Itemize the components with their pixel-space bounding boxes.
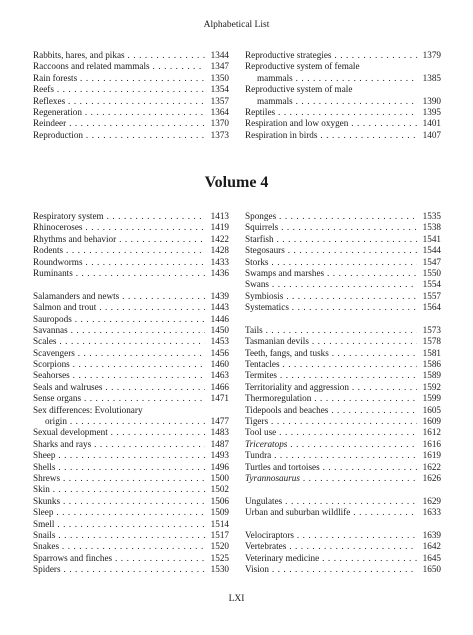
- entry-page: 1446: [205, 314, 229, 325]
- index-entry: [33, 382, 229, 393]
- entry-title: Shells . . .: [33, 462, 229, 472]
- entry-title: Salamanders and newts . . .: [33, 291, 229, 301]
- entry-page: 1530: [205, 564, 229, 575]
- index-entry: [33, 336, 229, 347]
- entry-page: 1500: [205, 473, 229, 484]
- entry-page: 1466: [205, 382, 229, 393]
- entry-page: 1535: [417, 211, 441, 222]
- entry-title: Termites . . .: [245, 370, 441, 380]
- index-entry: [245, 222, 441, 233]
- index-entry: [245, 325, 441, 336]
- index-entry: [33, 211, 229, 222]
- entry-page: 1557: [417, 291, 441, 302]
- index-entry: [33, 130, 229, 141]
- entry-title: Vision . . .: [245, 564, 441, 574]
- entry-page: 1609: [417, 416, 441, 427]
- entry-title: Velociraptors . . .: [245, 530, 441, 540]
- index-entry: [33, 50, 229, 61]
- entry-page: 1509: [205, 507, 229, 518]
- entry-page: 1344: [205, 50, 229, 61]
- index-entry: [245, 507, 441, 518]
- index-entry: [245, 496, 441, 507]
- entry-page: 1544: [417, 245, 441, 256]
- page-number: LXI: [228, 594, 245, 604]
- entry-page: 1554: [417, 279, 441, 290]
- index-entry: [245, 416, 441, 427]
- index-letter-group: [245, 496, 441, 519]
- entry-title: Scales . . .: [33, 336, 229, 346]
- entry-title: Sauropods . . .: [33, 314, 229, 324]
- index-entry: [33, 473, 229, 484]
- entry-title: Regeneration . . .: [33, 107, 229, 117]
- entry-title: Veterinary medicine . . .: [245, 553, 441, 563]
- entry-page: 1471: [205, 393, 229, 404]
- entry-title: Sense organs . . .: [33, 393, 229, 403]
- entry-title: Snails . . .: [33, 530, 229, 540]
- entry-title: Rabbits, hares, and pikas . . .: [33, 50, 229, 60]
- entry-page: 1586: [417, 359, 441, 370]
- entry-page: 1379: [417, 50, 441, 61]
- index-entry: [33, 359, 229, 370]
- entry-title: Sexual development . . .: [33, 427, 229, 437]
- entry-title: Shrews . . .: [33, 473, 229, 483]
- entry-title: Swans . . .: [245, 279, 441, 289]
- entry-title: Reproductive strategies . . .: [245, 50, 441, 60]
- index-column-top-left: [33, 50, 229, 141]
- entry-page: 1493: [205, 450, 229, 461]
- index-entry: [33, 416, 229, 427]
- entry-title: origin . . .: [33, 416, 229, 426]
- entry-title: Squirrels . . .: [245, 222, 441, 232]
- entry-title: Teeth, fangs, and tusks . . .: [245, 348, 441, 358]
- index-entry: [33, 427, 229, 438]
- entry-title: Rodents . . .: [33, 245, 229, 255]
- index-entry: [245, 130, 441, 141]
- entry-page: 1599: [417, 393, 441, 404]
- entry-page: 1407: [417, 130, 441, 141]
- index-entry: [245, 84, 441, 95]
- index-entry: [33, 370, 229, 381]
- entry-title: Roundworms . . .: [33, 257, 229, 267]
- entry-page: 1573: [417, 325, 441, 336]
- index-entry: [245, 118, 441, 129]
- index-entry: [33, 314, 229, 325]
- entry-page: 1642: [417, 541, 441, 552]
- entry-page: 1626: [417, 473, 441, 484]
- index-entry: [245, 348, 441, 359]
- index-entry: [33, 234, 229, 245]
- entry-title: Reproduction . . .: [33, 130, 229, 140]
- index-entry: [33, 564, 229, 575]
- entry-title: Reflexes . . .: [33, 96, 229, 106]
- index-entry: [33, 405, 229, 416]
- entry-page: 1487: [205, 439, 229, 450]
- entry-page: 1347: [205, 61, 229, 72]
- entry-title: Scavengers . . .: [33, 348, 229, 358]
- entry-page: 1401: [417, 118, 441, 129]
- entry-title: Sheep . . .: [33, 450, 229, 460]
- entry-page: 1364: [205, 107, 229, 118]
- entry-page: 1419: [205, 222, 229, 233]
- entry-title: Sleep . . .: [33, 507, 229, 517]
- index-entry: [245, 107, 441, 118]
- entry-page: 1506: [205, 496, 229, 507]
- index-letter-group: [245, 211, 441, 314]
- entry-page: 1605: [417, 405, 441, 416]
- index-entry: [245, 530, 441, 541]
- entry-title: Respiratory system . . .: [33, 211, 229, 221]
- index-entry: [245, 257, 441, 268]
- entry-page: 1357: [205, 96, 229, 107]
- entry-page: 1650: [417, 564, 441, 575]
- index-entry: [245, 50, 441, 61]
- entry-title: Urban and suburban wildlife . . .: [245, 507, 441, 517]
- index-entry: [33, 541, 229, 552]
- entry-page: 1443: [205, 302, 229, 313]
- entry-title: Reproductive system of female: [245, 61, 360, 72]
- entry-page: 1433: [205, 257, 229, 268]
- entry-title: Symbiosis . . .: [245, 291, 441, 301]
- index-entry: [245, 234, 441, 245]
- index-entry: [33, 302, 229, 313]
- entry-page: 1589: [417, 370, 441, 381]
- index-entry: [245, 405, 441, 416]
- entry-title: Salmon and trout . . .: [33, 302, 229, 312]
- entry-title: Sparrows and finches . . .: [33, 553, 229, 563]
- index-entry: [245, 462, 441, 473]
- entry-page: 1428: [205, 245, 229, 256]
- entry-title: Storks . . .: [245, 257, 441, 267]
- entry-page: 1413: [205, 211, 229, 222]
- running-header: Alphabetical List: [203, 20, 270, 30]
- entry-page: 1460: [205, 359, 229, 370]
- entry-title: Respiration and low oxygen . . .: [245, 118, 441, 128]
- entry-title: Tasmanian devils . . .: [245, 336, 441, 346]
- entry-page: 1395: [417, 107, 441, 118]
- index-entry: [245, 393, 441, 404]
- entry-page: 1370: [205, 118, 229, 129]
- entry-page: 1592: [417, 382, 441, 393]
- entry-title: Triceratops . . .: [245, 439, 441, 449]
- entry-title: Tentacles . . .: [245, 359, 441, 369]
- index-letter-group: [33, 211, 229, 279]
- entry-title: Smell . . .: [33, 519, 229, 529]
- index-entry: [245, 439, 441, 450]
- entry-page: 1645: [417, 553, 441, 564]
- index-entry: [245, 564, 441, 575]
- index-entry: [33, 530, 229, 541]
- index-column-bottom-left: [33, 211, 229, 576]
- entry-title: Rain forests . . .: [33, 73, 229, 83]
- entry-title: Reproductive system of male: [245, 84, 353, 95]
- entry-page: 1502: [205, 484, 229, 495]
- entry-page: 1619: [417, 450, 441, 461]
- index-entry: [33, 348, 229, 359]
- entry-title: Sex differences: Evolutionary: [33, 404, 143, 415]
- index-entry: [33, 484, 229, 495]
- index-entry: [245, 268, 441, 279]
- volume-heading: Volume 4: [204, 174, 269, 191]
- entry-page: 1525: [205, 553, 229, 564]
- entry-title: Vertebrates . . .: [245, 541, 441, 551]
- entry-page: 1616: [417, 439, 441, 450]
- entry-title: Ungulates . . .: [245, 496, 441, 506]
- index-letter-group: [33, 291, 229, 576]
- entry-page: 1547: [417, 257, 441, 268]
- entry-title: Tyrannosaurus . . .: [245, 473, 441, 483]
- index-entry: [245, 245, 441, 256]
- entry-page: 1436: [205, 268, 229, 279]
- entry-title: Tails . . .: [245, 325, 441, 335]
- index-entry: [245, 450, 441, 461]
- entry-title: Skin . . .: [33, 484, 229, 494]
- entry-title: Thermoregulation . . .: [245, 393, 441, 403]
- entry-page: 1517: [205, 530, 229, 541]
- index-entry: [245, 302, 441, 313]
- entry-title: Territoriality and aggression . . .: [245, 382, 441, 392]
- entry-page: 1385: [417, 73, 441, 84]
- entry-page: 1350: [205, 73, 229, 84]
- entry-title: Savannas . . .: [33, 325, 229, 335]
- index-entry: [33, 118, 229, 129]
- entry-title: Starfish . . .: [245, 234, 441, 244]
- index-entry: [33, 73, 229, 84]
- entry-title: Snakes . . .: [33, 541, 229, 551]
- index-letter-group: [245, 530, 441, 576]
- index-entry: [245, 61, 441, 72]
- entry-page: 1456: [205, 348, 229, 359]
- index-entry: [33, 61, 229, 72]
- entry-page: 1564: [417, 302, 441, 313]
- entry-title: Ruminants . . .: [33, 268, 229, 278]
- index-entry: [33, 325, 229, 336]
- entry-title: Sharks and rays . . .: [33, 439, 229, 449]
- index-entry: [33, 84, 229, 95]
- index-entry: [245, 541, 441, 552]
- entry-title: mammals . . .: [245, 73, 441, 83]
- index-entry: [33, 222, 229, 233]
- entry-title: Systematics . . .: [245, 302, 441, 312]
- entry-page: 1639: [417, 530, 441, 541]
- entry-page: 1439: [205, 291, 229, 302]
- entry-title: Swamps and marshes . . .: [245, 268, 441, 278]
- index-entry: [33, 496, 229, 507]
- entry-title: Reefs . . .: [33, 84, 229, 94]
- index-entry: [245, 427, 441, 438]
- entry-page: 1496: [205, 462, 229, 473]
- entry-title: Skunks . . .: [33, 496, 229, 506]
- entry-title: Rhythms and behavior . . .: [33, 234, 229, 244]
- entry-title: Raccoons and related mammals . . .: [33, 61, 229, 71]
- index-entry: [245, 279, 441, 290]
- index-entry: [245, 211, 441, 222]
- entry-title: Reindeer . . .: [33, 118, 229, 128]
- index-entry: [33, 393, 229, 404]
- entry-title: Scorpions . . .: [33, 359, 229, 369]
- index-entry: [245, 73, 441, 84]
- entry-title: Seals and walruses . . .: [33, 382, 229, 392]
- entry-page: 1633: [417, 507, 441, 518]
- index-entry: [33, 519, 229, 530]
- entry-title: Rhinoceroses . . .: [33, 222, 229, 232]
- index-entry: [245, 96, 441, 107]
- entry-page: 1622: [417, 462, 441, 473]
- index-entry: [33, 107, 229, 118]
- index-entry: [33, 507, 229, 518]
- entry-title: Spiders . . .: [33, 564, 229, 574]
- entry-page: 1541: [417, 234, 441, 245]
- entry-title: Stegosaurs . . .: [245, 245, 441, 255]
- entry-page: 1581: [417, 348, 441, 359]
- entry-page: 1514: [205, 519, 229, 530]
- entry-page: 1612: [417, 427, 441, 438]
- entry-title: Sponges . . .: [245, 211, 441, 221]
- entry-page: 1483: [205, 427, 229, 438]
- index-entry: [245, 359, 441, 370]
- index-entry: [33, 553, 229, 564]
- entry-title: Turtles and tortoises . . .: [245, 462, 441, 472]
- entry-page: 1373: [205, 130, 229, 141]
- entry-title: Respiration in birds . . .: [245, 130, 441, 140]
- entry-title: mammals . . .: [245, 96, 441, 106]
- entry-page: 1453: [205, 336, 229, 347]
- index-entry: [33, 257, 229, 268]
- index-entry: [33, 462, 229, 473]
- entry-page: 1477: [205, 416, 229, 427]
- index-entry: [33, 96, 229, 107]
- entry-page: 1390: [417, 96, 441, 107]
- entry-title: Tool use . . .: [245, 427, 441, 437]
- entry-page: 1422: [205, 234, 229, 245]
- entry-page: 1463: [205, 370, 229, 381]
- entry-page: 1520: [205, 541, 229, 552]
- entry-page: 1450: [205, 325, 229, 336]
- index-entry: [33, 245, 229, 256]
- entry-page: 1354: [205, 84, 229, 95]
- index-entry: [33, 450, 229, 461]
- index-entry: [245, 291, 441, 302]
- entry-page: 1578: [417, 336, 441, 347]
- index-entry: [245, 336, 441, 347]
- index-entry: [245, 370, 441, 381]
- index-column-bottom-right: [245, 211, 441, 576]
- entry-title: Tundra . . .: [245, 450, 441, 460]
- entry-page: 1538: [417, 222, 441, 233]
- index-entry: [245, 473, 441, 484]
- entry-title: Seahorses . . .: [33, 370, 229, 380]
- entry-page: 1550: [417, 268, 441, 279]
- index-column-top-right: [245, 50, 441, 141]
- entry-title: Reptiles . . .: [245, 107, 441, 117]
- entry-title: Tidepools and beaches . . .: [245, 405, 441, 415]
- index-entry: [33, 439, 229, 450]
- entry-title: Tigers . . .: [245, 416, 441, 426]
- index-entry: [33, 268, 229, 279]
- index-entry: [245, 553, 441, 564]
- index-entry: [33, 291, 229, 302]
- index-letter-group: [245, 325, 441, 484]
- entry-page: 1629: [417, 496, 441, 507]
- index-entry: [245, 382, 441, 393]
